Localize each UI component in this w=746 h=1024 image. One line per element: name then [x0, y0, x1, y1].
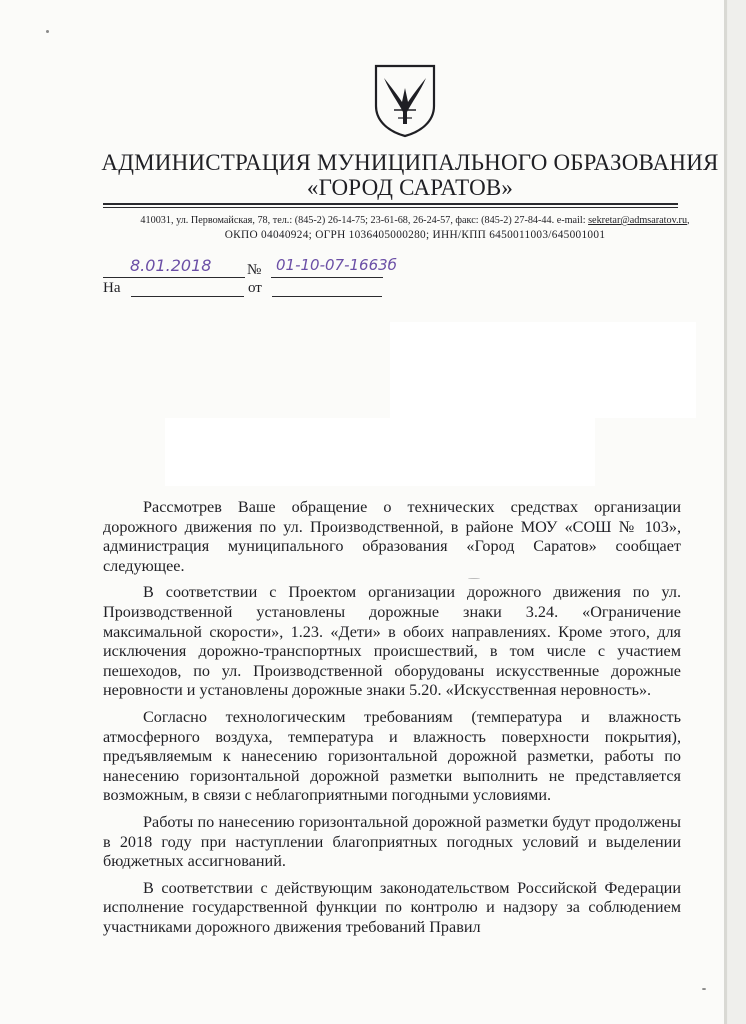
- reference-label: На: [103, 280, 121, 296]
- organization-title: [90, 150, 730, 200]
- scan-page-edge: [728, 0, 746, 1024]
- body-paragraph: Согласно технологическим требованиям (температура и влажность атмосферного воздуха, температура и влажность поверхности покрытия), предъявляемым к нанесению горизонтальной дорожной разметки, работы по нанесению горизонтальной дорожной разметки выполнить не представляется возможным, в связи с неблагоприятными погодными условиями.: [103, 707, 681, 805]
- letterhead-rule-thin: [103, 207, 678, 208]
- contact-email-link[interactable]: sekretar@admsaratov.ru: [588, 215, 688, 226]
- body-paragraph: Работы по нанесению горизонтальной дорожной разметки будут продолжены в 2018 году при наступлении благоприятных погодных условий и выделении бюджетных ассигнований.: [103, 812, 681, 871]
- organization-title-line2: «ГОРОД САРАТОВ»: [306, 175, 514, 200]
- outgoing-date-blank: [103, 277, 245, 278]
- outgoing-number-blank: [271, 277, 383, 278]
- contact-suffix: ,: [687, 215, 690, 226]
- scan-speck: [46, 30, 49, 33]
- contact-details: [90, 214, 740, 227]
- letter-body: [103, 498, 681, 937]
- scan-speck: [468, 578, 480, 579]
- contact-address-phones: 410031, ул. Первомайская, 78, тел.: (845-2) 26-14-75; 23-61-68, 26-24-57, факс: (845-2) 27-84-44. e-mail:: [140, 215, 589, 226]
- organization-title-line1: АДМИНИСТРАЦИЯ МУНИЦИПАЛЬНОГО ОБРАЗОВАНИЯ: [101, 150, 719, 175]
- reference-from-label: от: [248, 280, 262, 296]
- reference-number-blank: [131, 296, 244, 297]
- scan-speck: [702, 988, 706, 990]
- registration-codes: ОКПО 04040924; ОГРН 1036405000280; ИНН/КПП 6450011003/645001001: [224, 229, 606, 241]
- body-paragraph: В соответствии с Проектом организации дорожного движения по ул. Производственной установлены дорожные знаки 3.24. «Ограничение максимальной скорости», 1.23. «Дети» в обоих направлениях. Кроме этого, для исключения дорожно-транспортных происшествий, в том числе с участием пешеходов, по ул. Производственной оборудованы искусственные дорожные неровности и установлены дорожные знаки 5.20. «Искусственная неровность».: [103, 583, 681, 700]
- body-paragraph: Рассмотрев Ваше обращение о технических средствах организации дорожного движения по ул. Производственной, в районе МОУ «СОШ № 103», администрация муниципального образования «Город Саратов» сообщает следующее.: [103, 498, 681, 575]
- letterhead-rule-thick: [103, 203, 678, 205]
- body-paragraph: В соответствии с действующим законодательством Российской Федерации исполнение государственной функции по контролю и надзору за соблюдением участниками дорожного движения требований Правил: [103, 878, 681, 936]
- outgoing-number-sign: №: [247, 262, 262, 278]
- outgoing-number-handwritten: 01-10-07-1663б: [276, 256, 397, 274]
- redacted-addressee-block: [390, 322, 696, 418]
- redacted-addressee-block-lower: [165, 418, 595, 486]
- outgoing-date-handwritten: 8.01.2018: [130, 256, 212, 275]
- saratov-coat-of-arms-icon: [372, 62, 438, 138]
- reference-date-blank: [272, 296, 382, 297]
